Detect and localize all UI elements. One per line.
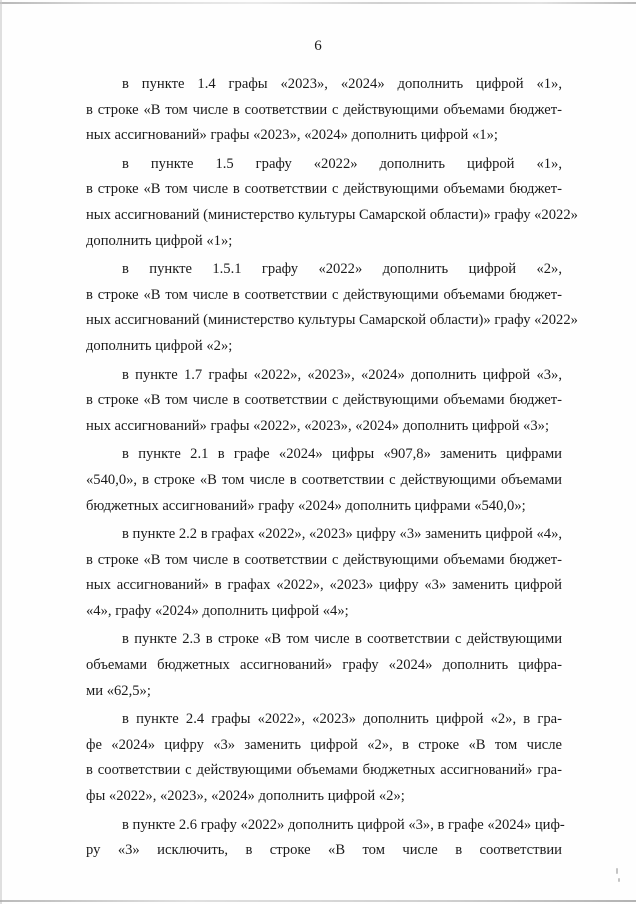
paragraph-line: ных ассигнований» в графах «2022», «2023» цифру «3» заменить цифрой — [86, 577, 562, 594]
paragraph-line: ми «62,5»; — [86, 682, 151, 699]
paragraph-line: в строке «В том числе в соответствии с действующими объемами бюджет- — [86, 286, 562, 303]
paragraph-line: фы «2022», «2023», «2024» дополнить цифрой «2»; — [86, 788, 405, 805]
paragraph-line: «540,0», в строке «В том числе в соответствии с действующими объемами — [86, 471, 562, 488]
paragraph — [86, 627, 562, 704]
paragraph-line: в строке «В том числе в соответствии с действующими объемами бюджет- — [86, 181, 562, 198]
paragraph-line: фе «2024» цифру «3» заменить цифрой «2», в строке «В том числе — [86, 736, 562, 753]
paragraph — [86, 522, 562, 624]
paragraph-line: в пункте 1.5.1 графу «2022» дополнить цифрой «2», — [122, 261, 562, 278]
paragraph-line: ных ассигнований (министерство культуры Самарской области)» графу «2022» — [86, 206, 578, 223]
paragraph-line: в пункте 1.7 графы «2022», «2023», «2024» дополнить цифрой «3», — [122, 366, 562, 383]
scan-speck — [616, 868, 618, 874]
paragraph-line: в соответствии с действующими объемами бюджетных ассигнований» гра- — [86, 762, 562, 779]
paragraph-line: в строке «В том числе в соответствии с действующими объемами бюджет- — [86, 101, 562, 118]
paragraph-line: в пункте 2.1 в графе «2024» цифры «907,8» заменить цифрами — [122, 446, 562, 463]
paragraph-line: бюджетных ассигнований» графу «2024» дополнить цифрами «540,0»; — [86, 497, 526, 514]
paragraph-line: в строке «В том числе в соответствии с действующими объемами бюджет- — [86, 392, 562, 409]
document-body — [86, 72, 578, 867]
paragraph — [86, 257, 578, 359]
paragraph — [86, 707, 562, 809]
page-number: 6 — [314, 38, 322, 54]
paragraph — [86, 363, 562, 440]
paragraph-line: ру «3» исключить, в строке «В том числе в соответствии — [86, 842, 562, 859]
paragraph-line: в строке «В том числе в соответствии с действующими объемами бюджет- — [86, 551, 562, 568]
paragraph — [86, 813, 565, 864]
scan-edge-top — [0, 2, 636, 4]
paragraph-line: ных ассигнований (министерство культуры Самарской области)» графу «2022» — [86, 312, 578, 329]
paragraph — [86, 72, 562, 149]
paragraph-line: дополнить цифрой «2»; — [86, 337, 233, 354]
scan-speck — [618, 878, 620, 882]
scan-edge-bottom — [0, 900, 636, 902]
paragraph-line: ных ассигнований» графы «2022», «2023», «2024» дополнить цифрой «3»; — [86, 417, 549, 434]
paragraph-line: ных ассигнований» графы «2023», «2024» дополнить цифрой «1»; — [86, 127, 498, 144]
paragraph-line: в пункте 2.3 в строке «В том числе в соответствии с действующими — [122, 631, 562, 648]
paragraph-line: в пункте 1.5 графу «2022» дополнить цифрой «1», — [122, 155, 562, 172]
paragraph — [86, 442, 562, 519]
paragraph-line: в пункте 2.6 графу «2022» дополнить цифрой «3», в графе «2024» циф- — [122, 816, 565, 833]
paragraph-line: объемами бюджетных ассигнований» графу «2024» дополнить цифра- — [86, 657, 562, 674]
paragraph-line: в пункте 2.4 графы «2022», «2023» дополнить цифрой «2», в гра- — [122, 711, 562, 728]
paragraph-line: в пункте 1.4 графы «2023», «2024» дополнить цифрой «1», — [122, 76, 562, 92]
paragraph — [86, 152, 578, 254]
paragraph-line: в пункте 2.2 в графах «2022», «2023» цифру «3» заменить цифрой «4», — [122, 526, 563, 543]
paragraph-line: дополнить цифрой «1»; — [86, 232, 233, 249]
scan-edge-left — [0, 0, 2, 904]
paragraph-line: «4», графу «2024» дополнить цифрой «4»; — [86, 602, 349, 619]
